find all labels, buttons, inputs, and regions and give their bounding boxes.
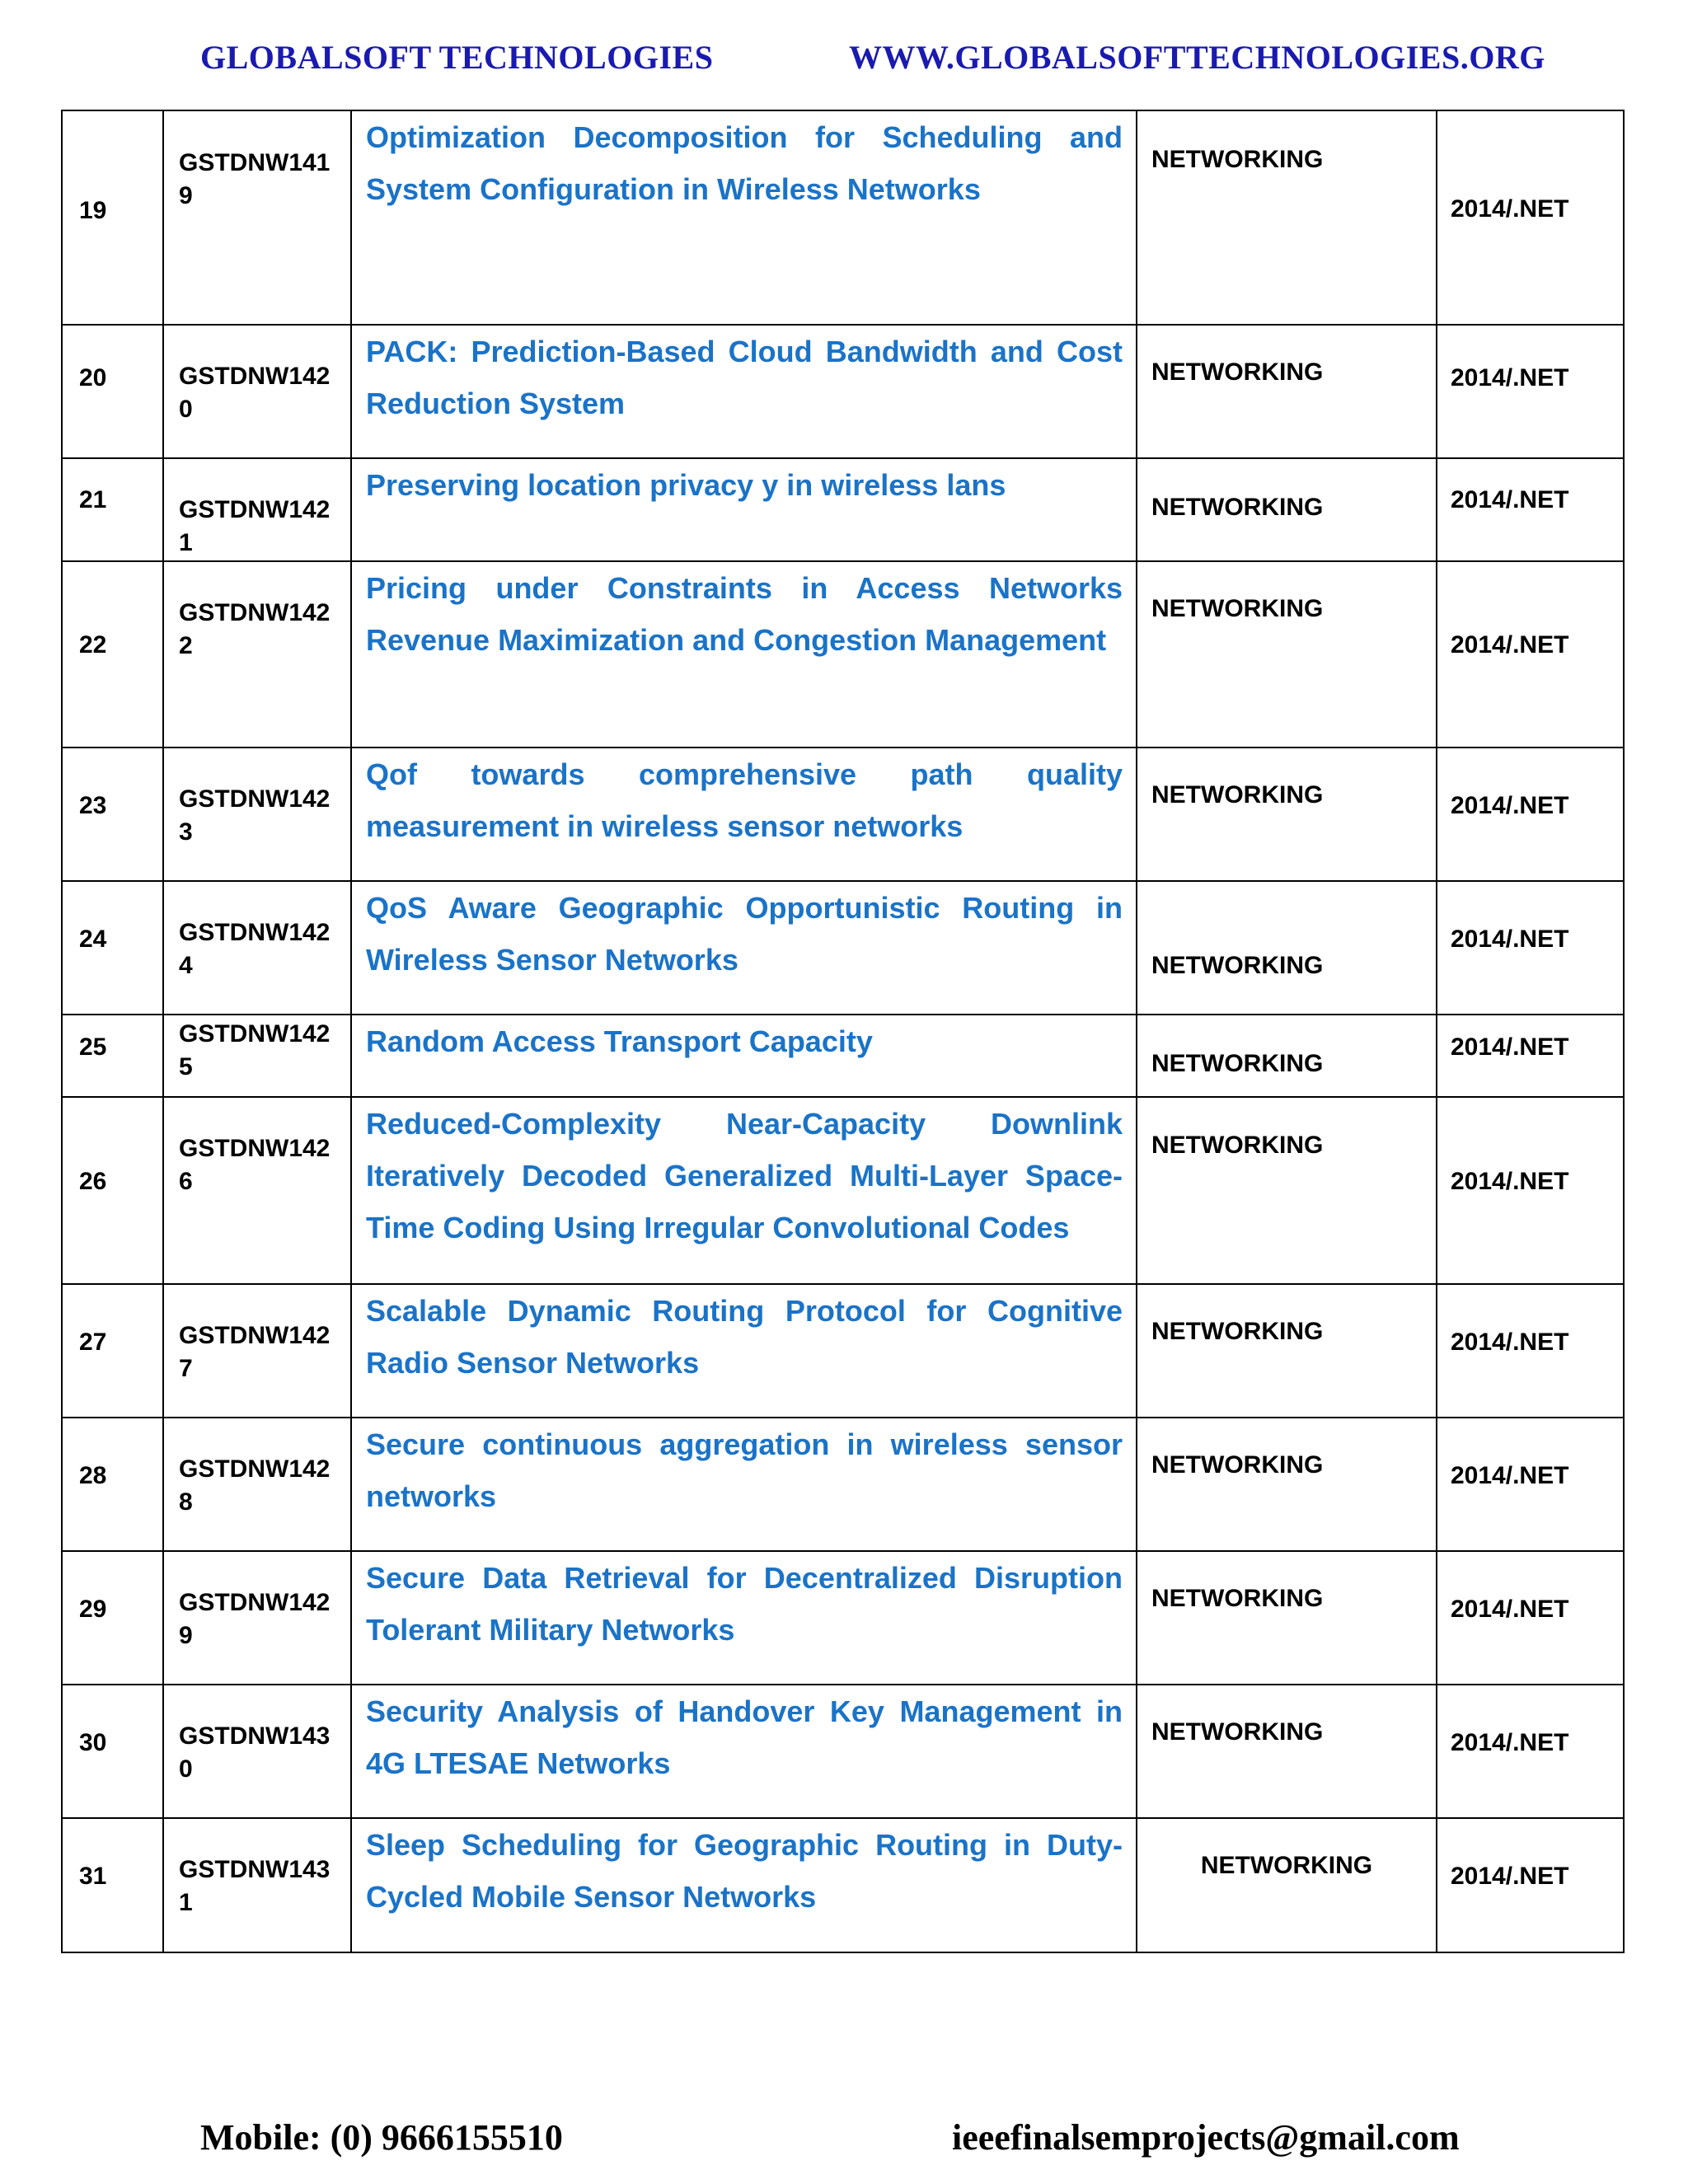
table-row [62, 1418, 1624, 1551]
code-cell [163, 325, 351, 458]
project-year: 2014/.NET [1451, 1863, 1569, 1890]
serial-number: 26 [79, 1168, 107, 1195]
table-row [62, 1551, 1624, 1685]
project-code: GSTDNW1429 [179, 1589, 331, 1649]
year-cell [1437, 1685, 1624, 1818]
year-cell [1437, 1551, 1624, 1685]
serial-number: 27 [79, 1329, 107, 1356]
project-code: GSTDNW1420 [179, 363, 331, 423]
project-title[interactable]: Optimization Decomposition for Scheduling and System Configuration in Wireless Networks [366, 120, 1123, 206]
code-cell [163, 748, 351, 881]
serial-cell [62, 458, 163, 561]
project-code: GSTDNW1426 [179, 1135, 331, 1195]
code-cell [163, 1418, 351, 1551]
serial-number: 20 [79, 364, 107, 391]
serial-number: 30 [79, 1729, 107, 1756]
project-year: 2014/.NET [1451, 1596, 1569, 1623]
table-row [62, 1097, 1624, 1284]
year-cell [1437, 1418, 1624, 1551]
title-cell [351, 561, 1137, 748]
domain-cell [1137, 325, 1437, 458]
project-title[interactable]: Secure continuous aggregation in wireless sensor networks [366, 1427, 1123, 1513]
project-domain: NETWORKING [1151, 1718, 1324, 1746]
project-domain: NETWORKING [1200, 1852, 1373, 1879]
code-cell [163, 110, 351, 325]
domain-cell [1137, 1284, 1437, 1418]
company-name: GLOBALSOFT TECHNOLOGIES [200, 39, 714, 76]
project-title[interactable]: Reduced-Complexity Near-Capacity Downlink Iteratively Decoded Generalized Multi-Layer Space-Time Coding Using Irregular Convolutional Codes [366, 1107, 1123, 1244]
project-domain: NETWORKING [1151, 1318, 1324, 1345]
title-cell [351, 458, 1137, 561]
serial-cell [62, 1418, 163, 1551]
project-code: GSTDNW1422 [179, 599, 331, 659]
title-cell [351, 881, 1137, 1015]
table-row [62, 1015, 1624, 1097]
project-year: 2014/.NET [1451, 1729, 1569, 1756]
domain-cell [1137, 1818, 1437, 1952]
company-website: WWW.GLOBALSOFTTECHNOLOGIES.ORG [849, 39, 1545, 76]
project-code: GSTDNW1419 [179, 149, 331, 209]
year-cell [1437, 1818, 1624, 1952]
serial-cell [62, 881, 163, 1015]
code-cell [163, 881, 351, 1015]
domain-cell [1137, 881, 1437, 1015]
project-year: 2014/.NET [1451, 631, 1569, 658]
project-code: GSTDNW1424 [179, 919, 331, 979]
table-row [62, 881, 1624, 1015]
project-code: GSTDNW1430 [179, 1722, 331, 1783]
serial-number: 22 [79, 631, 107, 658]
project-year: 2014/.NET [1451, 195, 1569, 223]
page-header [0, 31, 1688, 84]
title-cell [351, 110, 1137, 325]
project-year: 2014/.NET [1451, 792, 1569, 819]
table-row [62, 561, 1624, 748]
serial-number: 19 [79, 197, 107, 224]
project-title[interactable]: Pricing under Constraints in Access Networks Revenue Maximization and Congestion Management [366, 571, 1123, 657]
code-cell [163, 1551, 351, 1685]
year-cell [1437, 1015, 1624, 1097]
year-cell [1437, 748, 1624, 881]
year-cell [1437, 881, 1624, 1015]
domain-cell [1137, 110, 1437, 325]
domain-cell [1137, 1551, 1437, 1685]
code-cell [163, 458, 351, 561]
project-domain: NETWORKING [1151, 952, 1324, 979]
serial-number: 21 [79, 486, 107, 513]
serial-cell [62, 1015, 163, 1097]
project-year: 2014/.NET [1451, 1033, 1569, 1061]
project-title[interactable]: Random Access Transport Capacity [366, 1024, 873, 1058]
table-row [62, 1284, 1624, 1418]
table-row [62, 110, 1624, 325]
serial-cell [62, 1284, 163, 1418]
serial-cell [62, 748, 163, 881]
project-domain: NETWORKING [1151, 1132, 1324, 1159]
serial-number: 24 [79, 926, 107, 953]
contact-email[interactable]: ieeefinalsemprojects@gmail.com [952, 2117, 1460, 2158]
title-cell [351, 1818, 1137, 1952]
serial-cell [62, 110, 163, 325]
project-code: GSTDNW1423 [179, 785, 331, 846]
serial-cell [62, 1551, 163, 1685]
serial-number: 23 [79, 792, 107, 819]
table-row [62, 1818, 1624, 1952]
serial-cell [62, 561, 163, 748]
year-cell [1437, 325, 1624, 458]
code-cell [163, 1685, 351, 1818]
project-year: 2014/.NET [1451, 926, 1569, 953]
project-domain: NETWORKING [1151, 146, 1324, 173]
table-row [62, 748, 1624, 881]
table-row [62, 325, 1624, 458]
code-cell [163, 1015, 351, 1097]
code-cell [163, 1818, 351, 1952]
table-row [62, 458, 1624, 561]
year-cell [1437, 110, 1624, 325]
project-domain: NETWORKING [1151, 359, 1324, 386]
domain-cell [1137, 1685, 1437, 1818]
project-code: GSTDNW1427 [179, 1322, 331, 1382]
project-code: GSTDNW1428 [179, 1455, 331, 1516]
serial-cell [62, 1097, 163, 1284]
project-domain: NETWORKING [1151, 494, 1324, 521]
serial-number: 25 [79, 1033, 107, 1061]
project-year: 2014/.NET [1451, 364, 1569, 391]
code-cell [163, 1284, 351, 1418]
project-code: GSTDNW1431 [179, 1856, 331, 1916]
project-year: 2014/.NET [1451, 1329, 1569, 1356]
code-cell [163, 1097, 351, 1284]
title-cell [351, 1284, 1137, 1418]
project-domain: NETWORKING [1151, 781, 1324, 808]
project-domain: NETWORKING [1151, 1585, 1324, 1612]
project-year: 2014/.NET [1451, 486, 1569, 513]
title-cell [351, 1551, 1137, 1685]
year-cell [1437, 458, 1624, 561]
project-title[interactable]: Sleep Scheduling for Geographic Routing in Duty-Cycled Mobile Sensor Networks [366, 1828, 1123, 1914]
project-title[interactable]: QoS Aware Geographic Opportunistic Routing in Wireless Sensor Networks [366, 891, 1123, 977]
serial-number: 28 [79, 1462, 107, 1489]
title-cell [351, 1097, 1137, 1284]
serial-number: 31 [79, 1863, 107, 1890]
project-code: GSTDNW1421 [179, 496, 331, 556]
serial-number: 29 [79, 1596, 107, 1623]
project-year: 2014/.NET [1451, 1168, 1569, 1195]
code-cell [163, 561, 351, 748]
title-cell [351, 748, 1137, 881]
serial-cell [62, 1818, 163, 1952]
year-cell [1437, 1097, 1624, 1284]
project-title[interactable]: Scalable Dynamic Routing Protocol for Cognitive Radio Sensor Networks [366, 1294, 1123, 1380]
title-cell [351, 325, 1137, 458]
domain-cell [1137, 1097, 1437, 1284]
mobile-number: Mobile: (0) 9666155510 [200, 2117, 563, 2158]
serial-cell [62, 1685, 163, 1818]
domain-cell [1137, 458, 1437, 561]
project-title[interactable]: Preserving location privacy y in wireless lans [366, 468, 1006, 502]
project-title[interactable]: Secure Data Retrieval for Decentralized Disruption Tolerant Military Networks [366, 1561, 1123, 1647]
project-domain: NETWORKING [1151, 1050, 1324, 1077]
project-domain: NETWORKING [1151, 595, 1324, 622]
title-cell [351, 1685, 1137, 1818]
project-domain: NETWORKING [1151, 1451, 1324, 1479]
year-cell [1437, 561, 1624, 748]
project-year: 2014/.NET [1451, 1462, 1569, 1489]
table-row [62, 1685, 1624, 1818]
title-cell [351, 1015, 1137, 1097]
project-title[interactable]: Qof towards comprehensive path quality measurement in wireless sensor networks [366, 757, 1123, 843]
title-cell [351, 1418, 1137, 1551]
domain-cell [1137, 1015, 1437, 1097]
project-title[interactable]: Security Analysis of Handover Key Management in 4G LTESAE Networks [366, 1694, 1123, 1780]
year-cell [1437, 1284, 1624, 1418]
domain-cell [1137, 1418, 1437, 1551]
project-title[interactable]: PACK: Prediction-Based Cloud Bandwidth and Cost Reduction System [366, 335, 1123, 420]
domain-cell [1137, 561, 1437, 748]
projects-table [61, 110, 1625, 1953]
domain-cell [1137, 748, 1437, 881]
project-code: GSTDNW1425 [179, 1020, 331, 1080]
serial-cell [62, 325, 163, 458]
